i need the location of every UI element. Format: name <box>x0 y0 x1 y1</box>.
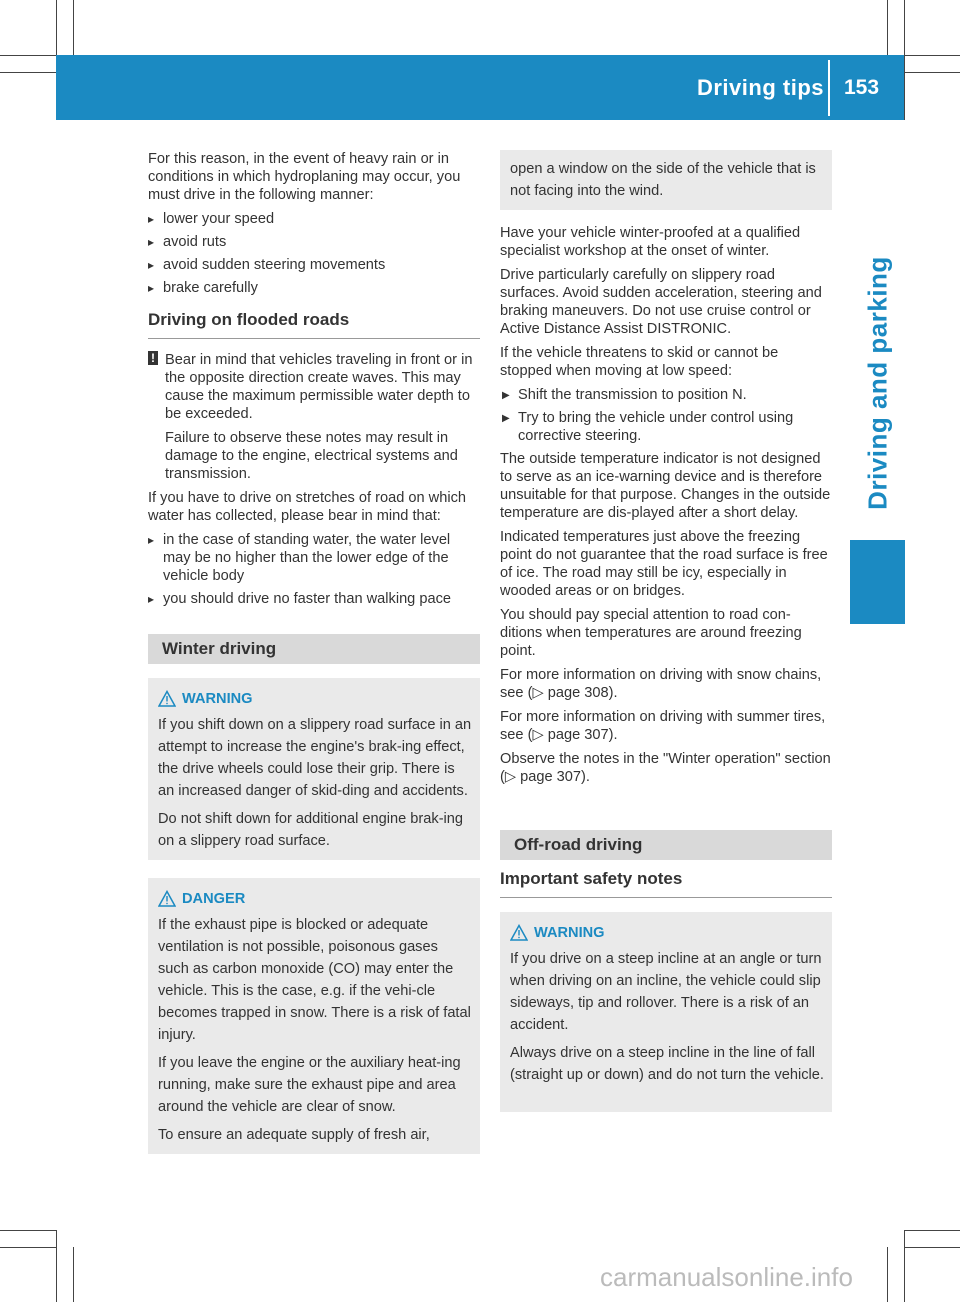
crop-mark <box>904 1247 960 1248</box>
danger-header <box>158 888 472 910</box>
warning-header <box>158 688 472 710</box>
danger-label: DANGER <box>182 891 246 907</box>
crop-mark <box>0 72 56 73</box>
danger-text: If the exhaust pipe is blocked or adequate ventilation is not possible, poisonous gases such as carbon monoxide (CO) may enter the vehicle. This is the case, e.g. if the vehi-cle becomes trapped in snow. There is a risk of fatal injury. <box>158 917 471 1043</box>
crop-mark <box>0 1230 56 1231</box>
warning-text: If you drive on a steep incline at an angle or turn when driving on an incline, the vehicle could slip sideways, tip and rollover. There is a risk of an accident. <box>510 951 822 1033</box>
warning-header <box>510 922 824 944</box>
watermark: carmanualsonline.info <box>600 1262 853 1292</box>
danger-text: If you leave the engine or the auxiliary heat-ing running, make sure the exhaust pipe and area around the vehicle are clear of snow. <box>158 1055 461 1115</box>
safety-notes-heading: Important safety notes <box>500 870 832 898</box>
crop-mark <box>0 55 56 56</box>
paragraph: If the vehicle threatens to skid or cannot be stopped when moving at low speed: <box>500 345 779 379</box>
chapter-tab <box>850 238 905 528</box>
note-block <box>148 351 480 423</box>
page-number: 153 <box>844 76 880 99</box>
warning-text: Do not shift down for additional engine brak-ing on a slippery road surface. <box>158 811 464 849</box>
crop-mark <box>73 0 74 55</box>
danger-text: To ensure an adequate supply of fresh air, <box>158 1127 430 1143</box>
list-item: ▸ you should drive no faster than walking pace <box>148 590 480 608</box>
flooded-roads-heading: Driving on flooded roads <box>148 311 480 339</box>
paragraph: You should pay special attention to road con-ditions when temperatures are around freezing point. <box>500 607 802 659</box>
left-column <box>148 150 480 1170</box>
list-item: ▸ brake carefully <box>148 279 480 297</box>
danger-box <box>148 878 480 1154</box>
crop-mark <box>904 55 960 56</box>
right-column <box>500 150 832 1128</box>
intro-paragraph: For this reason, in the event of heavy rain or in conditions in which hydroplaning may occur, you must drive in the following manner: <box>148 151 461 203</box>
header-divider <box>828 60 830 116</box>
paragraph: Have your vehicle winter-proofed at a qualified specialist workshop at the onset of winter. <box>500 225 801 259</box>
warning-triangle-icon <box>510 924 528 942</box>
note-text: Bear in mind that vehicles traveling in front or in the opposite direction create waves. This may cause the maximum permissible water depth to be exceeded. <box>165 352 473 422</box>
chapter-tab-label: Driving and parking <box>862 256 892 510</box>
list-item: ▸ avoid sudden steering movements <box>148 256 480 274</box>
paragraph: The outside temperature indicator is not designed to serve as an ice-warning device and is therefore unsuitable for that purpose. Changes in the outside temperature are dis-played after a short delay. <box>500 451 831 521</box>
winter-driving-heading: Winter driving <box>148 634 480 664</box>
paragraph: Indicated temperatures just above the freezing point do not guarantee that the road surface is free of ice. The road may still be icy, especially in wooded areas or on bridges. <box>500 529 828 599</box>
warning-triangle-icon <box>158 690 176 708</box>
warning-triangle-icon <box>158 890 176 908</box>
paragraph: For more information on driving with snow chains, see (▷ page 308). <box>500 667 822 701</box>
exclamation-icon: ! <box>148 351 158 365</box>
flooded-paragraph: If you have to drive on stretches of road on which water has collected, please bear in mind that: <box>148 490 466 524</box>
paragraph: Drive particularly carefully on slippery road surfaces. Avoid sudden acceleration, steering and braking maneuvers. Do not use cruise control or Active Distance Assist DISTRONIC. <box>500 267 822 337</box>
crop-mark <box>887 1247 888 1302</box>
warning-text: If you shift down on a slippery road surface in an attempt to increase the engine's brak-ing effect, the drive wheels could lose their grip. There is an increased danger of skid-ding and accidents. <box>158 717 472 799</box>
warning-box <box>500 912 832 1112</box>
crop-mark <box>56 1230 57 1302</box>
warning-box <box>148 678 480 860</box>
warning-text: Always drive on a steep incline in the line of fall (straight up or down) and do not turn the vehicle. <box>510 1045 824 1083</box>
warning-label: WARNING <box>182 691 253 707</box>
list-item: ▸ avoid ruts <box>148 233 480 251</box>
chapter-marker <box>850 540 905 624</box>
step-item: ▶ Try to bring the vehicle under control using corrective steering. <box>500 409 832 445</box>
off-road-heading: Off-road driving <box>500 830 832 860</box>
page-title: Driving tips <box>696 75 824 100</box>
crop-mark <box>904 1230 960 1231</box>
danger-box-continued: open a window on the side of the vehicle that is not facing into the wind. <box>500 150 832 210</box>
crop-mark <box>904 0 905 120</box>
list-item: ▸ lower your speed <box>148 210 480 228</box>
warning-label: WARNING <box>534 925 605 941</box>
step-item: ▶ Shift the transmission to position N. <box>500 386 832 404</box>
crop-mark <box>73 1247 74 1302</box>
crop-mark <box>904 72 960 73</box>
crop-mark <box>887 0 888 55</box>
paragraph: For more information on driving with summer tires, see (▷ page 307). <box>500 709 826 743</box>
crop-mark <box>0 1247 56 1248</box>
list-item: ▸ in the case of standing water, the water level may be no higher than the lower edge of the vehicle body <box>148 531 480 585</box>
crop-mark <box>904 1230 905 1302</box>
paragraph: Observe the notes in the "Winter operation" section (▷ page 307). <box>500 751 831 785</box>
note-text: Failure to observe these notes may result in damage to the engine, electrical systems and transmission. <box>165 430 458 482</box>
